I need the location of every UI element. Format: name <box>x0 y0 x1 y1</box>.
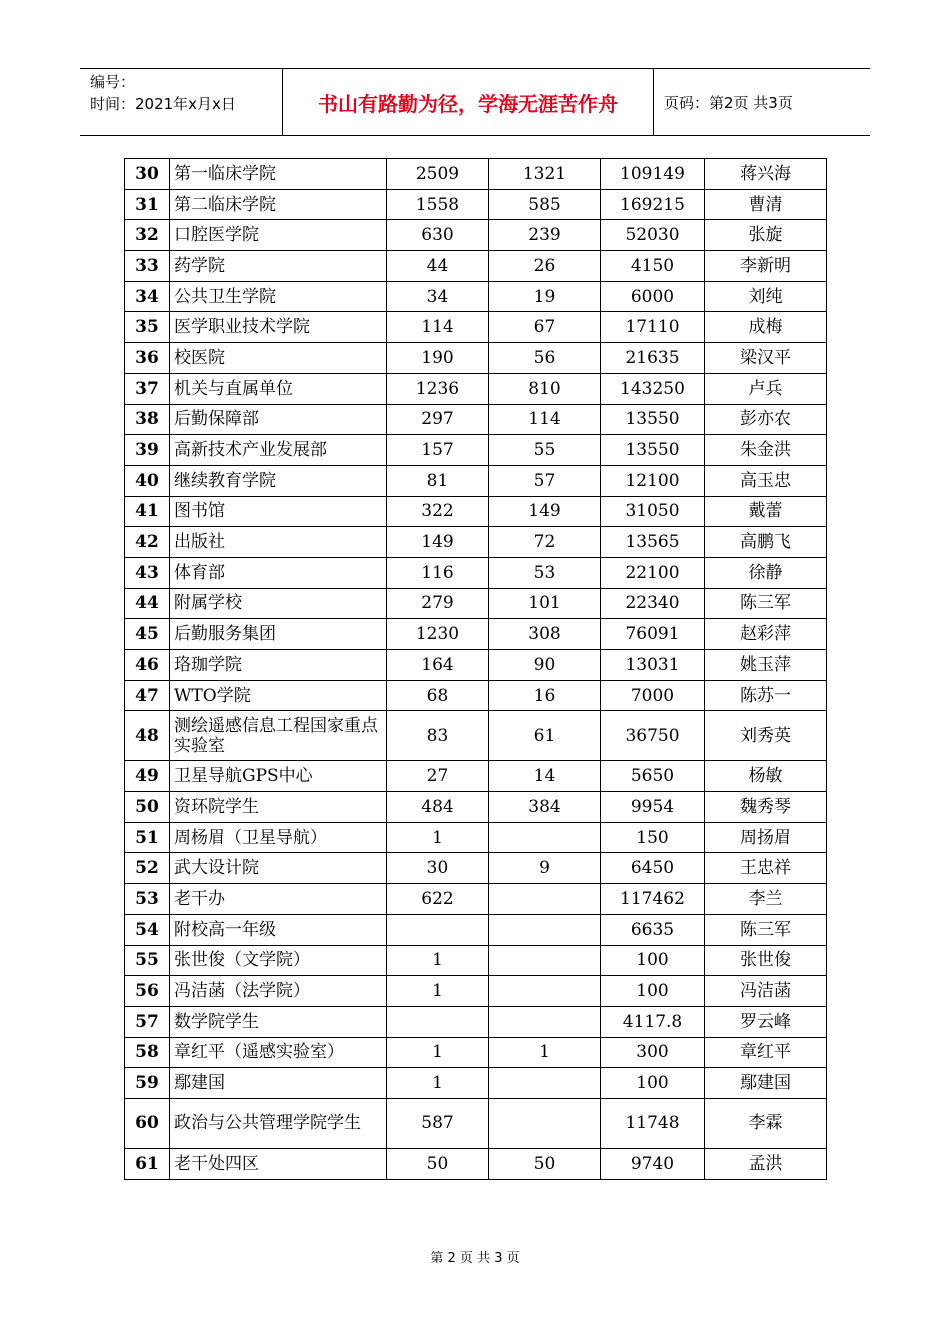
unit-name: 数学院学生 <box>170 1006 387 1037</box>
table-row <box>125 343 827 374</box>
value-a: 1 <box>387 1068 489 1099</box>
value-a: 30 <box>387 853 489 884</box>
value-c: 117462 <box>601 884 705 915</box>
row-number: 34 <box>125 281 170 312</box>
row-number: 46 <box>125 650 170 681</box>
value-c: 52030 <box>601 220 705 251</box>
row-number: 36 <box>125 343 170 374</box>
contact-person: 姚玉萍 <box>705 650 827 681</box>
row-number: 59 <box>125 1068 170 1099</box>
unit-name: 政治与公共管理学院学生 <box>170 1098 387 1148</box>
value-c: 4150 <box>601 251 705 282</box>
header-meta <box>80 69 282 135</box>
contact-person: 王忠祥 <box>705 853 827 884</box>
table-row <box>125 159 827 190</box>
value-b: 26 <box>489 251 601 282</box>
value-b <box>489 945 601 976</box>
contact-person: 陈苏一 <box>705 680 827 711</box>
value-a: 114 <box>387 312 489 343</box>
row-number: 50 <box>125 792 170 823</box>
value-a: 587 <box>387 1098 489 1148</box>
table-row <box>125 465 827 496</box>
value-b: 114 <box>489 404 601 435</box>
value-b: 9 <box>489 853 601 884</box>
row-number: 49 <box>125 761 170 792</box>
contact-person: 戴蕾 <box>705 496 827 527</box>
contact-person: 刘纯 <box>705 281 827 312</box>
value-c: 150 <box>601 822 705 853</box>
row-number: 54 <box>125 914 170 945</box>
row-number: 61 <box>125 1148 170 1179</box>
unit-name: 医学职业技术学院 <box>170 312 387 343</box>
contact-person: 张世俊 <box>705 945 827 976</box>
value-b <box>489 914 601 945</box>
table-row <box>125 711 827 761</box>
unit-name: WTO学院 <box>170 680 387 711</box>
value-c: 31050 <box>601 496 705 527</box>
unit-name: 卫星导航GPS中心 <box>170 761 387 792</box>
table-body <box>125 159 827 1180</box>
header-motto: 书山有路勤为径，学海无涯苦作舟 <box>282 69 654 135</box>
contact-person: 朱金洪 <box>705 435 827 466</box>
table-row <box>125 312 827 343</box>
table-row <box>125 527 827 558</box>
unit-name: 附校高一年级 <box>170 914 387 945</box>
value-a: 50 <box>387 1148 489 1179</box>
value-c: 6000 <box>601 281 705 312</box>
value-a: 484 <box>387 792 489 823</box>
unit-name: 出版社 <box>170 527 387 558</box>
row-number: 52 <box>125 853 170 884</box>
contact-person: 卢兵 <box>705 373 827 404</box>
value-c: 169215 <box>601 189 705 220</box>
value-a: 622 <box>387 884 489 915</box>
value-c: 7000 <box>601 680 705 711</box>
contact-person: 赵彩萍 <box>705 619 827 650</box>
unit-name: 资环院学生 <box>170 792 387 823</box>
row-number: 47 <box>125 680 170 711</box>
value-b <box>489 884 601 915</box>
value-c: 100 <box>601 1068 705 1099</box>
value-c: 36750 <box>601 711 705 761</box>
value-b: 50 <box>489 1148 601 1179</box>
value-b: 61 <box>489 711 601 761</box>
number-label: 编号： <box>90 73 136 91</box>
unit-name: 后勤服务集团 <box>170 619 387 650</box>
table-row <box>125 435 827 466</box>
row-number: 45 <box>125 619 170 650</box>
table-row <box>125 496 827 527</box>
contact-person: 章红平 <box>705 1037 827 1068</box>
value-b: 149 <box>489 496 601 527</box>
row-number: 48 <box>125 711 170 761</box>
value-a: 190 <box>387 343 489 374</box>
contact-person: 成梅 <box>705 312 827 343</box>
row-number: 41 <box>125 496 170 527</box>
value-b <box>489 976 601 1007</box>
contact-person: 李新明 <box>705 251 827 282</box>
value-a: 1236 <box>387 373 489 404</box>
value-b: 16 <box>489 680 601 711</box>
value-a: 1230 <box>387 619 489 650</box>
value-c: 143250 <box>601 373 705 404</box>
table-row <box>125 189 827 220</box>
row-number: 51 <box>125 822 170 853</box>
row-number: 57 <box>125 1006 170 1037</box>
row-number: 30 <box>125 159 170 190</box>
row-number: 44 <box>125 588 170 619</box>
unit-name: 珞珈学院 <box>170 650 387 681</box>
contact-person: 陈三军 <box>705 914 827 945</box>
value-a: 1 <box>387 945 489 976</box>
value-b: 19 <box>489 281 601 312</box>
value-a: 1 <box>387 976 489 1007</box>
value-c: 6635 <box>601 914 705 945</box>
value-c: 17110 <box>601 312 705 343</box>
value-b: 67 <box>489 312 601 343</box>
contact-person: 杨敏 <box>705 761 827 792</box>
value-b: 101 <box>489 588 601 619</box>
value-b: 810 <box>489 373 601 404</box>
contact-person: 陈三军 <box>705 588 827 619</box>
value-b <box>489 1068 601 1099</box>
value-a: 81 <box>387 465 489 496</box>
data-table <box>124 158 827 1180</box>
value-b: 239 <box>489 220 601 251</box>
value-a: 630 <box>387 220 489 251</box>
unit-name: 第一临床学院 <box>170 159 387 190</box>
unit-name: 体育部 <box>170 557 387 588</box>
table-row <box>125 1098 827 1148</box>
value-a: 1 <box>387 822 489 853</box>
value-c: 9740 <box>601 1148 705 1179</box>
unit-name: 图书馆 <box>170 496 387 527</box>
value-c: 76091 <box>601 619 705 650</box>
value-a: 27 <box>387 761 489 792</box>
page-header <box>80 68 870 136</box>
value-a: 149 <box>387 527 489 558</box>
value-b: 90 <box>489 650 601 681</box>
value-a: 34 <box>387 281 489 312</box>
row-number: 35 <box>125 312 170 343</box>
value-c: 100 <box>601 976 705 1007</box>
row-number: 60 <box>125 1098 170 1148</box>
value-b: 55 <box>489 435 601 466</box>
table-row <box>125 373 827 404</box>
table-row <box>125 220 827 251</box>
row-number: 58 <box>125 1037 170 1068</box>
unit-name: 高新技术产业发展部 <box>170 435 387 466</box>
unit-name: 附属学校 <box>170 588 387 619</box>
contact-person: 魏秀琴 <box>705 792 827 823</box>
table-row <box>125 945 827 976</box>
value-a: 279 <box>387 588 489 619</box>
value-b: 1 <box>489 1037 601 1068</box>
value-c: 12100 <box>601 465 705 496</box>
unit-name: 公共卫生学院 <box>170 281 387 312</box>
value-a: 297 <box>387 404 489 435</box>
unit-name: 测绘遥感信息工程国家重点实验室 <box>170 711 387 761</box>
table-row <box>125 251 827 282</box>
row-number: 39 <box>125 435 170 466</box>
value-b <box>489 822 601 853</box>
value-c: 13031 <box>601 650 705 681</box>
contact-person: 鄢建国 <box>705 1068 827 1099</box>
table-row <box>125 1037 827 1068</box>
value-b: 57 <box>489 465 601 496</box>
value-c: 13550 <box>601 404 705 435</box>
value-a: 1558 <box>387 189 489 220</box>
unit-name: 第二临床学院 <box>170 189 387 220</box>
value-b: 308 <box>489 619 601 650</box>
unit-name: 继续教育学院 <box>170 465 387 496</box>
table-row <box>125 619 827 650</box>
table-row <box>125 914 827 945</box>
contact-person: 孟洪 <box>705 1148 827 1179</box>
time-label: 时间：2021年x月x日 <box>90 95 236 113</box>
value-b <box>489 1006 601 1037</box>
table-row <box>125 1068 827 1099</box>
value-a: 1 <box>387 1037 489 1068</box>
table-row <box>125 1006 827 1037</box>
value-c: 6450 <box>601 853 705 884</box>
value-a: 2509 <box>387 159 489 190</box>
contact-person: 李兰 <box>705 884 827 915</box>
value-c: 22340 <box>601 588 705 619</box>
unit-name: 章红平（遥感实验室） <box>170 1037 387 1068</box>
table-row <box>125 822 827 853</box>
table-row <box>125 761 827 792</box>
value-b <box>489 1098 601 1148</box>
unit-name: 校医院 <box>170 343 387 374</box>
table-row <box>125 853 827 884</box>
value-a: 44 <box>387 251 489 282</box>
value-b: 56 <box>489 343 601 374</box>
contact-person: 梁汉平 <box>705 343 827 374</box>
unit-name: 后勤保障部 <box>170 404 387 435</box>
value-b: 1321 <box>489 159 601 190</box>
row-number: 37 <box>125 373 170 404</box>
row-number: 55 <box>125 945 170 976</box>
table-row <box>125 557 827 588</box>
row-number: 38 <box>125 404 170 435</box>
table-row <box>125 976 827 1007</box>
value-c: 21635 <box>601 343 705 374</box>
value-c: 300 <box>601 1037 705 1068</box>
value-c: 13565 <box>601 527 705 558</box>
row-number: 40 <box>125 465 170 496</box>
value-a <box>387 1006 489 1037</box>
contact-person: 周扬眉 <box>705 822 827 853</box>
unit-name: 鄢建国 <box>170 1068 387 1099</box>
value-b: 585 <box>489 189 601 220</box>
contact-person: 徐静 <box>705 557 827 588</box>
value-b: 53 <box>489 557 601 588</box>
value-c: 22100 <box>601 557 705 588</box>
value-a <box>387 914 489 945</box>
contact-person: 罗云峰 <box>705 1006 827 1037</box>
value-c: 4117.8 <box>601 1006 705 1037</box>
row-number: 33 <box>125 251 170 282</box>
unit-name: 机关与直属单位 <box>170 373 387 404</box>
table-row <box>125 884 827 915</box>
contact-person: 蒋兴海 <box>705 159 827 190</box>
value-b: 72 <box>489 527 601 558</box>
value-a: 322 <box>387 496 489 527</box>
value-a: 164 <box>387 650 489 681</box>
value-a: 116 <box>387 557 489 588</box>
unit-name: 口腔医学院 <box>170 220 387 251</box>
value-a: 68 <box>387 680 489 711</box>
value-c: 9954 <box>601 792 705 823</box>
value-c: 109149 <box>601 159 705 190</box>
contact-person: 曹清 <box>705 189 827 220</box>
table-row <box>125 588 827 619</box>
row-number: 56 <box>125 976 170 1007</box>
value-c: 11748 <box>601 1098 705 1148</box>
contact-person: 张旋 <box>705 220 827 251</box>
value-c: 13550 <box>601 435 705 466</box>
row-number: 32 <box>125 220 170 251</box>
unit-name: 药学院 <box>170 251 387 282</box>
table-row <box>125 281 827 312</box>
row-number: 42 <box>125 527 170 558</box>
value-b: 384 <box>489 792 601 823</box>
table-row <box>125 650 827 681</box>
value-c: 100 <box>601 945 705 976</box>
row-number: 43 <box>125 557 170 588</box>
unit-name: 武大设计院 <box>170 853 387 884</box>
value-a: 157 <box>387 435 489 466</box>
contact-person: 高鹏飞 <box>705 527 827 558</box>
unit-name: 冯洁菡（法学院） <box>170 976 387 1007</box>
contact-person: 高玉忠 <box>705 465 827 496</box>
contact-person: 刘秀英 <box>705 711 827 761</box>
row-number: 31 <box>125 189 170 220</box>
contact-person: 冯洁菡 <box>705 976 827 1007</box>
unit-name: 周杨眉（卫星导航） <box>170 822 387 853</box>
row-number: 53 <box>125 884 170 915</box>
unit-name: 张世俊（文学院） <box>170 945 387 976</box>
value-a: 83 <box>387 711 489 761</box>
unit-name: 老干办 <box>170 884 387 915</box>
table-row <box>125 680 827 711</box>
contact-person: 李霖 <box>705 1098 827 1148</box>
table-row <box>125 1148 827 1179</box>
value-c: 5650 <box>601 761 705 792</box>
page-footer: 第 2 页 共 3 页 <box>430 1251 520 1266</box>
unit-name: 老干处四区 <box>170 1148 387 1179</box>
table-row <box>125 404 827 435</box>
table-row <box>125 792 827 823</box>
contact-person: 彭亦农 <box>705 404 827 435</box>
page-indicator: 页码：第2页 共3页 <box>664 93 793 112</box>
value-b: 14 <box>489 761 601 792</box>
